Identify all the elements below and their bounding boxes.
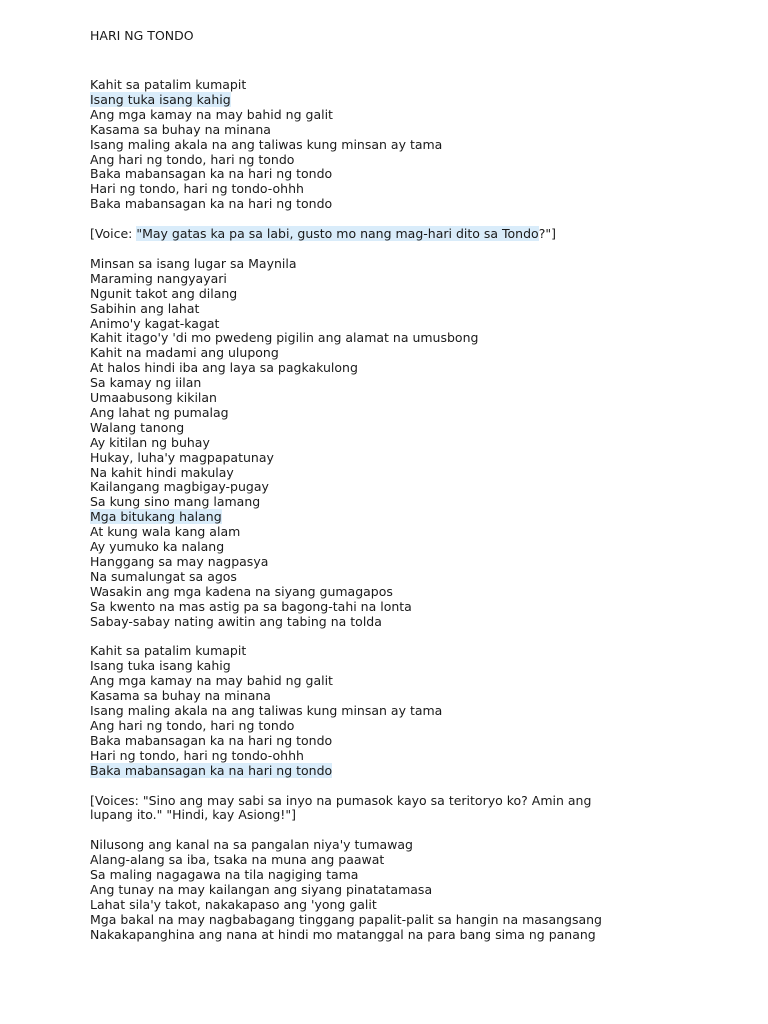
voice-suffix: ?"]: [538, 226, 556, 242]
lyric-line: Ang mga kamay na may bahid ng galit: [90, 106, 333, 122]
lyric-line: Mga bakal na may nagbabagang tinggang papalit-palit sa hangin na masangsang: [90, 911, 602, 927]
verse-1: [90, 257, 750, 630]
lyric-line: At kung wala kang alam: [90, 524, 241, 540]
lyric-line: Hari ng tondo, hari ng tondo-ohhh: [90, 181, 304, 197]
lyric-line: Alang-alang sa iba, tsaka na muna ang paawat: [90, 852, 385, 868]
lyric-line: Ang tunay na may kailangan ang siyang pinatatamasa: [90, 881, 433, 897]
lyric-line: Ay yumuko ka nalang: [90, 539, 225, 555]
lyric-line: Kasama sa buhay na minana: [90, 121, 271, 137]
highlighted-text: Isang tuka isang kahig: [90, 91, 231, 107]
lyric-line: Kailangang magbigay-pugay: [90, 479, 269, 495]
blank-line: [90, 823, 750, 838]
lyric-line: Ang hari ng tondo, hari ng tondo: [90, 717, 295, 733]
lyric-line: Baka mabansagan ka na hari ng tondo: [90, 732, 333, 748]
lyric-line: Lahat sila'y takot, nakakapaso ang 'yong galit: [90, 896, 377, 912]
lyric-line: Animo'y kagat-kagat: [90, 315, 220, 331]
blank-line: [90, 242, 750, 257]
lyric-line: Isang maling akala na ang taliwas kung minsan ay tama: [90, 136, 443, 152]
lyrics-body: [90, 78, 750, 943]
lyric-line: Ay kitilan ng buhay: [90, 434, 210, 450]
lyric-line: Isang maling akala na ang taliwas kung minsan ay tama: [90, 703, 443, 719]
blank-line: [90, 779, 750, 794]
lyric-line: Nilusong ang kanal na sa pangalan niya'y tumawag: [90, 837, 413, 853]
lyric-line: Maraming nangyayari: [90, 270, 227, 286]
lyric-line: Sa maling nagagawa na tila nagiging tama: [90, 867, 359, 883]
lyric-line: [90, 764, 750, 779]
voice-prefix: [Voice:: [90, 226, 137, 242]
lyric-line: At halos hindi iba ang laya sa pagkakulong: [90, 360, 358, 376]
document-title: HARI NG TONDO: [90, 28, 194, 43]
lyric-line: Sa kwento na mas astig pa sa bagong-tahi na lonta: [90, 598, 412, 614]
lyric-line: Baka mabansagan ka na hari ng tondo: [90, 166, 333, 182]
blank-line: [90, 212, 750, 227]
highlighted-text: Mga bitukang halang: [90, 509, 222, 525]
lyric-line: Ang lahat ng pumalag: [90, 404, 229, 420]
lyric-line: Sabay-sabay nating awitin ang tabing na tolda: [90, 613, 382, 629]
voice-line: [90, 227, 750, 242]
highlighted-text: "May gatas ka pa sa labi, gusto mo nang mag-hari dito sa Tondo: [136, 226, 539, 242]
lyric-line: Nakakapanghina ang nana at hindi mo matanggal na para bang sima ng panang: [90, 926, 596, 942]
blank-line: [90, 630, 750, 645]
lyric-line: Kahit itago'y 'di mo pwedeng pigilin ang alamat na umusbong: [90, 330, 479, 346]
lyric-line: [90, 510, 750, 525]
lyric-line: Umaabusong kikilan: [90, 390, 217, 406]
lyric-line: Ngunit takot ang dilang: [90, 285, 238, 301]
lyric-line: Kahit na madami ang ulupong: [90, 345, 279, 361]
lyric-line: Minsan sa isang lugar sa Maynila: [90, 255, 297, 271]
lyric-line: Hari ng tondo, hari ng tondo-ohhh: [90, 747, 304, 763]
lyric-line: Walang tanong: [90, 419, 185, 435]
lyric-line: Sa kamay ng iilan: [90, 375, 202, 391]
lyric-line: Sabihin ang lahat: [90, 300, 200, 316]
lyric-line: Kasama sa buhay na minana: [90, 688, 271, 704]
lyric-line: Isang tuka isang kahig: [90, 658, 231, 674]
highlighted-text: Baka mabansagan ka na hari ng tondo: [90, 762, 333, 778]
lyric-line: Ang hari ng tondo, hari ng tondo: [90, 151, 295, 167]
lyric-line: Kahit sa patalim kumapit: [90, 643, 247, 659]
voice-2: [90, 794, 750, 824]
lyric-line: Wasakin ang mga kadena na siyang gumagapos: [90, 583, 393, 599]
verse-2: [90, 838, 750, 942]
lyric-line: Hukay, luha'y magpapatunay: [90, 449, 274, 465]
lyric-line: Baka mabansagan ka na hari ng tondo: [90, 196, 333, 212]
lyric-line: Na sumalungat sa agos: [90, 568, 237, 584]
lyric-line: Ang mga kamay na may bahid ng galit: [90, 673, 333, 689]
lyric-line: Na kahit hindi makulay: [90, 464, 234, 480]
voice-line: [Voices: "Sino ang may sabi sa inyo na pumasok kayo sa teritoryo ko? Amin ang: [90, 792, 592, 808]
voice-line: lupang ito." "Hindi, kay Asiong!"]: [90, 807, 296, 823]
lyric-line: Hanggang sa may nagpasya: [90, 554, 269, 569]
lyric-line: [90, 93, 750, 108]
chorus-2: [90, 644, 750, 778]
chorus-1: [90, 78, 750, 212]
lyric-line: Kahit sa patalim kumapit: [90, 77, 247, 92]
lyric-line: Sa kung sino mang lamang: [90, 494, 261, 510]
